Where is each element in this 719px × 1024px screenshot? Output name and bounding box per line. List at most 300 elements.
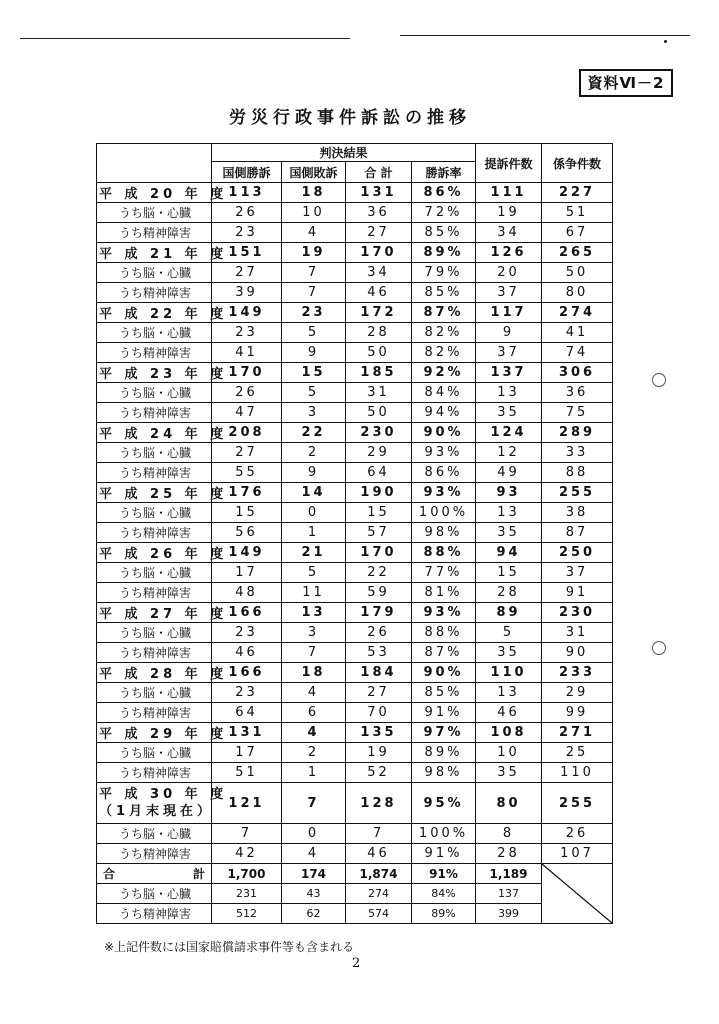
pending-cell: 51 — [542, 203, 613, 223]
subcategory-row — [97, 743, 613, 763]
win-rate-cell: 91% — [412, 703, 476, 723]
subcategory-label: うち精神障害 — [97, 763, 212, 783]
filed-cell: 35 — [476, 523, 542, 543]
total-cell: 46 — [346, 844, 412, 864]
filed-cell: 20 — [476, 263, 542, 283]
state-win-cell: 170 — [212, 363, 282, 383]
total-cell: 22 — [346, 563, 412, 583]
total-sub-cell: 43 — [282, 884, 346, 904]
total-win-rate: 91% — [412, 864, 476, 884]
filed-cell: 35 — [476, 403, 542, 423]
total-sub-cell: 512 — [212, 904, 282, 924]
state-win-cell: 15 — [212, 503, 282, 523]
year-row — [97, 543, 613, 563]
pending-cell: 274 — [542, 303, 613, 323]
pending-cell: 74 — [542, 343, 613, 363]
subcategory-row — [97, 623, 613, 643]
subcategory-label: うち精神障害 — [97, 283, 212, 303]
subcategory-row — [97, 403, 613, 423]
total-cell: 57 — [346, 523, 412, 543]
year-row — [97, 423, 613, 443]
pending-cell: 25 — [542, 743, 613, 763]
state-win-cell: 17 — [212, 563, 282, 583]
state-win-cell: 27 — [212, 443, 282, 463]
pending-cell: 271 — [542, 723, 613, 743]
total-sub-cell: 89% — [412, 904, 476, 924]
pending-cell: 289 — [542, 423, 613, 443]
total-cell: 31 — [346, 383, 412, 403]
state-loss-cell: 3 — [282, 623, 346, 643]
state-win-cell: 39 — [212, 283, 282, 303]
total-cell: 27 — [346, 223, 412, 243]
state-loss-cell: 15 — [282, 363, 346, 383]
filed-cell: 34 — [476, 223, 542, 243]
pending-cell: 265 — [542, 243, 613, 263]
win-rate-cell: 89% — [412, 743, 476, 763]
win-rate-cell: 93% — [412, 443, 476, 463]
pending-cell: 255 — [542, 783, 613, 824]
pending-cell: 37 — [542, 563, 613, 583]
total-sub-row — [97, 904, 613, 924]
filed-cell: 8 — [476, 824, 542, 844]
pending-cell: 29 — [542, 683, 613, 703]
subcategory-row — [97, 263, 613, 283]
win-rate-cell: 100% — [412, 824, 476, 844]
year-label: 平 成 26 年 度 — [97, 543, 212, 563]
state-loss-cell: 7 — [282, 283, 346, 303]
state-loss-cell: 14 — [282, 483, 346, 503]
state-loss-cell: 11 — [282, 583, 346, 603]
state-loss-cell: 7 — [282, 783, 346, 824]
win-rate-cell: 87% — [412, 643, 476, 663]
total-sub-cell: 574 — [346, 904, 412, 924]
total-cell: 7 — [346, 824, 412, 844]
win-rate-cell: 92% — [412, 363, 476, 383]
total-sub-cell: 84% — [412, 884, 476, 904]
win-rate-cell: 81% — [412, 583, 476, 603]
year-row — [97, 363, 613, 383]
win-rate-cell: 86% — [412, 183, 476, 203]
total-state-win: 1,700 — [212, 864, 282, 884]
win-rate-cell: 84% — [412, 383, 476, 403]
win-rate-cell: 72% — [412, 203, 476, 223]
header-state-win: 国側勝訴 — [212, 162, 282, 183]
pending-cell: 255 — [542, 483, 613, 503]
win-rate-cell: 89% — [412, 243, 476, 263]
corner-cell — [97, 144, 212, 183]
subcategory-label: うち脳・心臓 — [97, 683, 212, 703]
state-loss-cell: 7 — [282, 643, 346, 663]
total-sub-cell: 274 — [346, 884, 412, 904]
year-label-line1: 平 成 30 年 度 — [99, 787, 228, 802]
year-row — [97, 783, 613, 824]
pending-cell: 90 — [542, 643, 613, 663]
year-label: 平 成 21 年 度 — [97, 243, 212, 263]
total-cell: 26 — [346, 623, 412, 643]
filed-cell: 13 — [476, 683, 542, 703]
pending-cell: 75 — [542, 403, 613, 423]
state-loss-cell: 10 — [282, 203, 346, 223]
state-win-cell: 23 — [212, 323, 282, 343]
year-label: 平 成 28 年 度 — [97, 663, 212, 683]
state-win-cell: 48 — [212, 583, 282, 603]
header-win-rate: 勝訴率 — [412, 162, 476, 183]
win-rate-cell: 77% — [412, 563, 476, 583]
state-loss-cell: 5 — [282, 383, 346, 403]
year-row — [97, 183, 613, 203]
total-cell: 131 — [346, 183, 412, 203]
header-filed-count: 提訴件数 — [476, 144, 542, 183]
empty-diagonal-cell — [542, 864, 613, 924]
filed-cell: 35 — [476, 763, 542, 783]
total-sub-label: うち精神障害 — [97, 904, 212, 924]
subcategory-row — [97, 643, 613, 663]
state-loss-cell: 18 — [282, 663, 346, 683]
total-cell: 34 — [346, 263, 412, 283]
filed-cell: 117 — [476, 303, 542, 323]
total-cell: 135 — [346, 723, 412, 743]
top-rule-right — [400, 35, 690, 36]
total-cell: 50 — [346, 343, 412, 363]
pending-cell: 67 — [542, 223, 613, 243]
state-loss-cell: 0 — [282, 503, 346, 523]
footnote: ※上記件数には国家賠償請求事件等も含まれる — [104, 940, 355, 954]
pending-cell: 99 — [542, 703, 613, 723]
subcategory-row — [97, 763, 613, 783]
subcategory-label: うち精神障害 — [97, 583, 212, 603]
state-win-cell: 64 — [212, 703, 282, 723]
subcategory-label: うち脳・心臓 — [97, 263, 212, 283]
subcategory-row — [97, 223, 613, 243]
total-state-loss: 174 — [282, 864, 346, 884]
win-rate-cell: 82% — [412, 323, 476, 343]
year-label: 平 成 23 年 度 — [97, 363, 212, 383]
win-rate-cell: 100% — [412, 503, 476, 523]
year-label: 平 成 22 年 度 — [97, 303, 212, 323]
state-win-cell: 23 — [212, 223, 282, 243]
state-loss-cell: 4 — [282, 223, 346, 243]
state-win-cell: 166 — [212, 663, 282, 683]
total-cell: 50 — [346, 403, 412, 423]
pending-cell: 233 — [542, 663, 613, 683]
filed-cell: 108 — [476, 723, 542, 743]
total-cell: 46 — [346, 283, 412, 303]
win-rate-cell: 88% — [412, 623, 476, 643]
pending-cell: 110 — [542, 763, 613, 783]
total-cell: 36 — [346, 203, 412, 223]
total-sub-cell: 399 — [476, 904, 542, 924]
filed-cell: 80 — [476, 783, 542, 824]
year-row — [97, 303, 613, 323]
pending-cell: 88 — [542, 463, 613, 483]
win-rate-cell: 82% — [412, 343, 476, 363]
filed-cell: 13 — [476, 383, 542, 403]
year-label: 平 成 20 年 度 — [97, 183, 212, 203]
total-label-right: 計 — [192, 867, 205, 881]
punch-hole-lower — [652, 641, 666, 655]
total-label-left: 合 — [103, 867, 116, 881]
pending-cell: 41 — [542, 323, 613, 343]
state-win-cell: 151 — [212, 243, 282, 263]
scan-dot — [664, 40, 667, 43]
year-label: 平 成 29 年 度 — [97, 723, 212, 743]
state-win-cell: 56 — [212, 523, 282, 543]
total-cell: 52 — [346, 763, 412, 783]
subcategory-row — [97, 824, 613, 844]
state-loss-cell: 5 — [282, 323, 346, 343]
win-rate-cell: 90% — [412, 663, 476, 683]
subcategory-row — [97, 583, 613, 603]
total-cell: 64 — [346, 463, 412, 483]
total-cell: 184 — [346, 663, 412, 683]
state-win-cell: 17 — [212, 743, 282, 763]
total-cell: 53 — [346, 643, 412, 663]
header-state-loss: 国側敗訴 — [282, 162, 346, 183]
state-win-cell: 27 — [212, 263, 282, 283]
subcategory-row — [97, 323, 613, 343]
subcategory-label: うち脳・心臓 — [97, 743, 212, 763]
year-row — [97, 483, 613, 503]
state-win-cell: 149 — [212, 303, 282, 323]
pending-cell: 306 — [542, 363, 613, 383]
total-cell: 170 — [346, 543, 412, 563]
state-loss-cell: 23 — [282, 303, 346, 323]
pending-cell: 91 — [542, 583, 613, 603]
subcategory-row — [97, 443, 613, 463]
total-filed: 1,189 — [476, 864, 542, 884]
year-label-line2: （1月末現在） — [99, 804, 215, 819]
punch-hole-upper — [652, 373, 666, 387]
filed-cell: 89 — [476, 603, 542, 623]
state-win-cell: 149 — [212, 543, 282, 563]
total-cell: 15 — [346, 503, 412, 523]
win-rate-cell: 88% — [412, 543, 476, 563]
state-win-cell: 46 — [212, 643, 282, 663]
pending-cell: 31 — [542, 623, 613, 643]
total-row — [97, 864, 613, 884]
filed-cell: 137 — [476, 363, 542, 383]
filed-cell: 124 — [476, 423, 542, 443]
state-loss-cell: 3 — [282, 403, 346, 423]
subcategory-label: うち精神障害 — [97, 844, 212, 864]
filed-cell: 93 — [476, 483, 542, 503]
total-sub-label: うち脳・心臓 — [97, 884, 212, 904]
pending-cell: 26 — [542, 824, 613, 844]
state-loss-cell: 2 — [282, 743, 346, 763]
year-row — [97, 663, 613, 683]
subcategory-row — [97, 844, 613, 864]
subcategory-row — [97, 203, 613, 223]
state-win-cell: 121 — [212, 783, 282, 824]
state-loss-cell: 5 — [282, 563, 346, 583]
total-label — [97, 864, 212, 884]
subcategory-row — [97, 563, 613, 583]
year-label: 平 成 25 年 度 — [97, 483, 212, 503]
total-cell: 230 — [346, 423, 412, 443]
state-loss-cell: 9 — [282, 463, 346, 483]
subcategory-row — [97, 503, 613, 523]
subcategory-label: うち精神障害 — [97, 463, 212, 483]
total-cell: 170 — [346, 243, 412, 263]
win-rate-cell: 85% — [412, 223, 476, 243]
state-win-cell: 26 — [212, 383, 282, 403]
total-cell: 28 — [346, 323, 412, 343]
state-win-cell: 7 — [212, 824, 282, 844]
filed-cell: 10 — [476, 743, 542, 763]
win-rate-cell: 90% — [412, 423, 476, 443]
filed-cell: 19 — [476, 203, 542, 223]
filed-cell: 37 — [476, 283, 542, 303]
state-win-cell: 166 — [212, 603, 282, 623]
pending-cell: 38 — [542, 503, 613, 523]
state-loss-cell: 1 — [282, 763, 346, 783]
state-loss-cell: 13 — [282, 603, 346, 623]
pending-cell: 250 — [542, 543, 613, 563]
state-win-cell: 131 — [212, 723, 282, 743]
state-loss-cell: 18 — [282, 183, 346, 203]
year-label: 平 成 27 年 度 — [97, 603, 212, 623]
page-number: 2 — [352, 956, 361, 971]
state-loss-cell: 19 — [282, 243, 346, 263]
total-sub-cell: 137 — [476, 884, 542, 904]
subcategory-label: うち脳・心臓 — [97, 323, 212, 343]
pending-cell: 227 — [542, 183, 613, 203]
subcategory-label: うち脳・心臓 — [97, 824, 212, 844]
year-row — [97, 603, 613, 623]
state-loss-cell: 9 — [282, 343, 346, 363]
win-rate-cell: 97% — [412, 723, 476, 743]
filed-cell: 126 — [476, 243, 542, 263]
year-row — [97, 723, 613, 743]
filed-cell: 12 — [476, 443, 542, 463]
win-rate-cell: 85% — [412, 283, 476, 303]
state-win-cell: 42 — [212, 844, 282, 864]
filed-cell: 110 — [476, 663, 542, 683]
header-total: 合 計 — [346, 162, 412, 183]
total-cell: 59 — [346, 583, 412, 603]
total-sum: 1,874 — [346, 864, 412, 884]
win-rate-cell: 98% — [412, 523, 476, 543]
filed-cell: 94 — [476, 543, 542, 563]
state-loss-cell: 21 — [282, 543, 346, 563]
total-sub-row — [97, 884, 613, 904]
filed-cell: 49 — [476, 463, 542, 483]
pending-cell: 230 — [542, 603, 613, 623]
subcategory-row — [97, 343, 613, 363]
pending-cell: 80 — [542, 283, 613, 303]
filed-cell: 13 — [476, 503, 542, 523]
total-sub-cell: 231 — [212, 884, 282, 904]
subcategory-label: うち精神障害 — [97, 343, 212, 363]
year-label — [97, 783, 228, 824]
win-rate-cell: 85% — [412, 683, 476, 703]
win-rate-cell: 93% — [412, 603, 476, 623]
pending-cell: 87 — [542, 523, 613, 543]
filed-cell: 28 — [476, 583, 542, 603]
filed-cell: 15 — [476, 563, 542, 583]
state-win-cell: 176 — [212, 483, 282, 503]
pending-cell: 33 — [542, 443, 613, 463]
state-loss-cell: 4 — [282, 723, 346, 743]
subcategory-row — [97, 703, 613, 723]
state-win-cell: 51 — [212, 763, 282, 783]
total-cell: 185 — [346, 363, 412, 383]
pending-cell: 36 — [542, 383, 613, 403]
subcategory-label: うち精神障害 — [97, 703, 212, 723]
subcategory-row — [97, 383, 613, 403]
total-cell: 179 — [346, 603, 412, 623]
win-rate-cell: 93% — [412, 483, 476, 503]
state-win-cell: 113 — [212, 183, 282, 203]
subcategory-label: うち精神障害 — [97, 223, 212, 243]
litigation-table — [96, 143, 613, 924]
win-rate-cell: 91% — [412, 844, 476, 864]
total-sub-cell: 62 — [282, 904, 346, 924]
pending-cell: 50 — [542, 263, 613, 283]
subcategory-label: うち脳・心臓 — [97, 203, 212, 223]
total-cell: 172 — [346, 303, 412, 323]
total-cell: 27 — [346, 683, 412, 703]
year-label: 平 成 24 年 度 — [97, 423, 212, 443]
state-loss-cell: 7 — [282, 263, 346, 283]
subcategory-label: うち精神障害 — [97, 643, 212, 663]
win-rate-cell: 86% — [412, 463, 476, 483]
win-rate-cell: 87% — [412, 303, 476, 323]
state-loss-cell: 22 — [282, 423, 346, 443]
subcategory-row — [97, 523, 613, 543]
total-cell: 128 — [346, 783, 412, 824]
subcategory-label: うち脳・心臓 — [97, 623, 212, 643]
state-win-cell: 208 — [212, 423, 282, 443]
filed-cell: 28 — [476, 844, 542, 864]
state-win-cell: 47 — [212, 403, 282, 423]
subcategory-label: うち脳・心臓 — [97, 383, 212, 403]
filed-cell: 111 — [476, 183, 542, 203]
page-title: 労災行政事件訴訟の推移 — [229, 108, 471, 128]
state-win-cell: 23 — [212, 683, 282, 703]
state-loss-cell: 0 — [282, 824, 346, 844]
state-loss-cell: 1 — [282, 523, 346, 543]
state-win-cell: 55 — [212, 463, 282, 483]
subcategory-label: うち脳・心臓 — [97, 503, 212, 523]
year-row — [97, 243, 613, 263]
filed-cell: 9 — [476, 323, 542, 343]
win-rate-cell: 98% — [412, 763, 476, 783]
win-rate-cell: 95% — [412, 783, 476, 824]
total-cell: 70 — [346, 703, 412, 723]
filed-cell: 46 — [476, 703, 542, 723]
pending-cell: 107 — [542, 844, 613, 864]
win-rate-cell: 79% — [412, 263, 476, 283]
header-pending-count: 係争件数 — [542, 144, 613, 183]
total-cell: 19 — [346, 743, 412, 763]
filed-cell: 35 — [476, 643, 542, 663]
top-rule-left — [20, 38, 350, 39]
document-label: 資料Ⅵ－2 — [579, 69, 673, 97]
state-win-cell: 23 — [212, 623, 282, 643]
total-cell: 29 — [346, 443, 412, 463]
subcategory-row — [97, 463, 613, 483]
state-loss-cell: 4 — [282, 683, 346, 703]
diagonal-line — [542, 864, 612, 923]
subcategory-label: うち精神障害 — [97, 403, 212, 423]
header-judgment-results: 判決結果 — [212, 144, 476, 162]
state-loss-cell: 2 — [282, 443, 346, 463]
state-loss-cell: 6 — [282, 703, 346, 723]
win-rate-cell: 94% — [412, 403, 476, 423]
filed-cell: 5 — [476, 623, 542, 643]
subcategory-label: うち脳・心臓 — [97, 443, 212, 463]
